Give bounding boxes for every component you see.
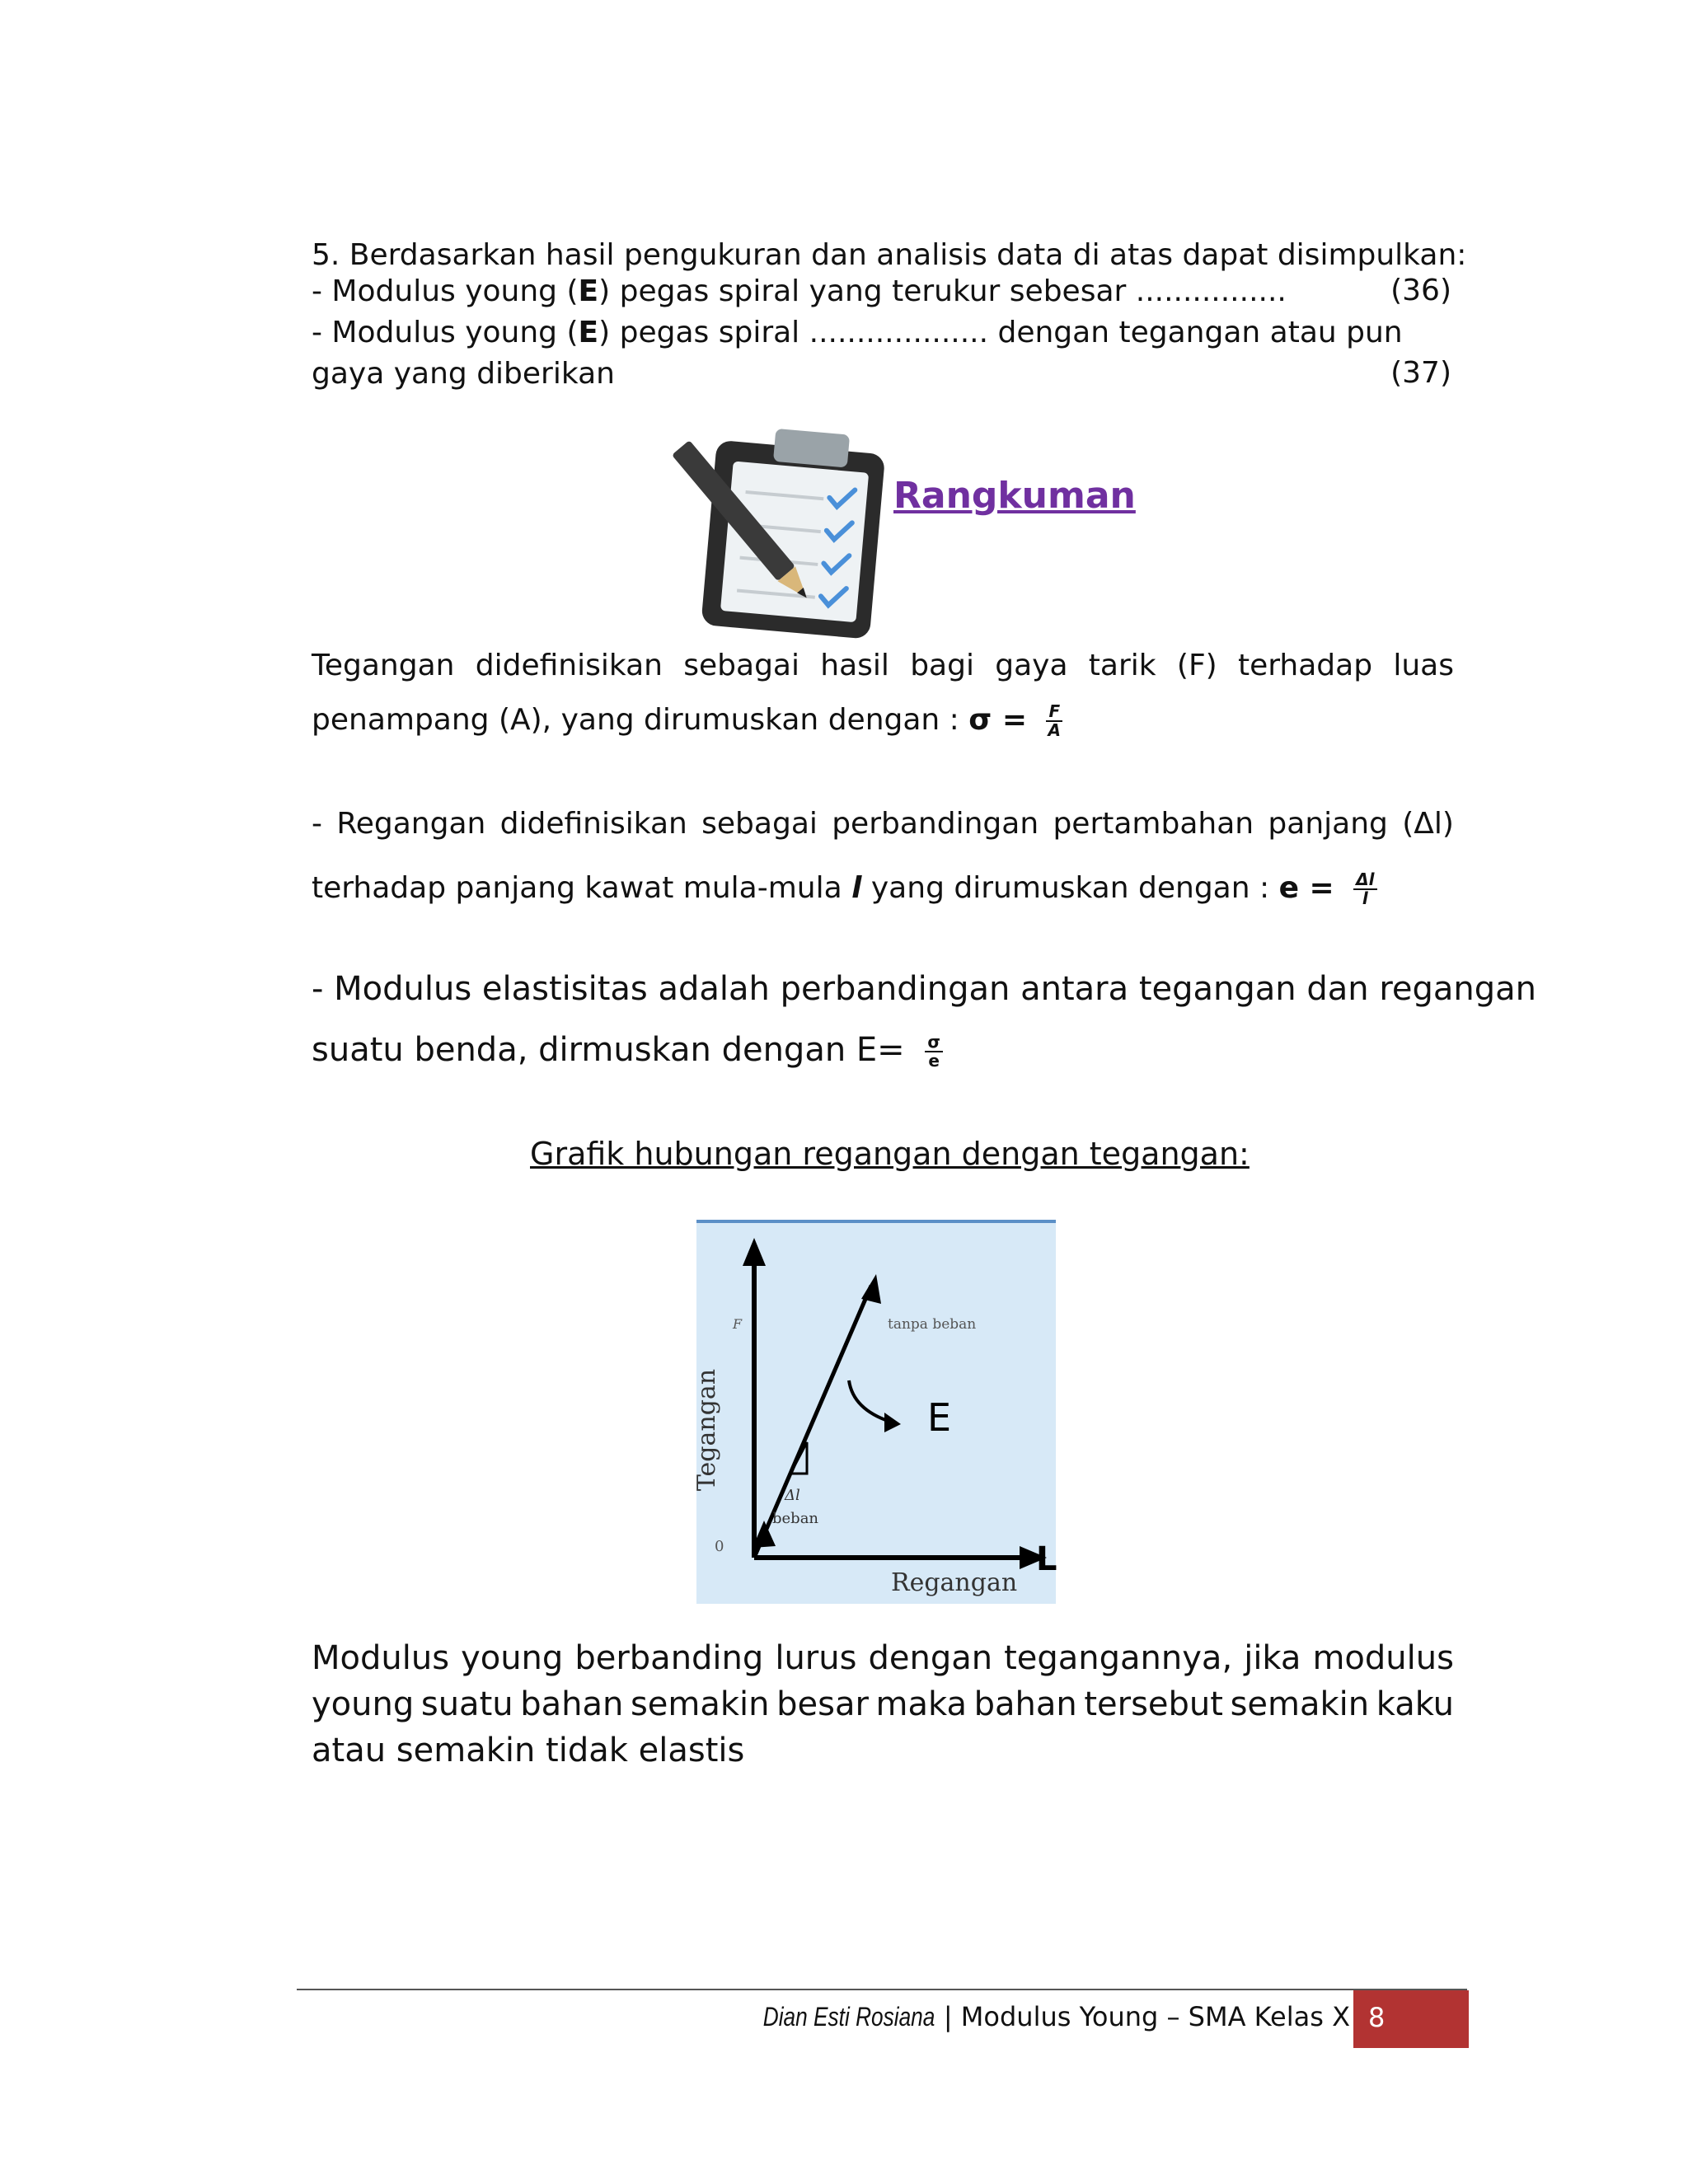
footer-separator: | <box>935 2001 961 2032</box>
word: didefinisikan <box>499 807 687 841</box>
summary-p3-line-2 <box>312 1030 943 1070</box>
word: bahan <box>520 1685 624 1723</box>
p2-text-b: yang dirumuskan dengan : <box>861 871 1279 905</box>
sigma-symbol: σ = <box>968 703 1027 737</box>
word: modulus <box>1312 1639 1454 1677</box>
q5-line-3-symbol: E <box>578 316 599 349</box>
p1-text: penampang (A), yang dirumuskan dengan : <box>312 703 969 737</box>
fraction-denominator: l <box>1362 888 1368 908</box>
label-axis-end: L <box>1036 1540 1057 1578</box>
word: kaku <box>1376 1685 1454 1723</box>
q5-line-3-end: ) pegas spiral ................... dengan tegangan atau pun <box>598 316 1403 349</box>
word: tersebut <box>1084 1685 1223 1723</box>
word: lurus <box>775 1639 857 1677</box>
q5-line-4: gaya yang diberikan <box>312 357 615 391</box>
word: bagi <box>910 649 974 682</box>
word: jika <box>1244 1639 1301 1677</box>
q5-number-37: (37) <box>1390 356 1451 390</box>
summary-p1-line-2 <box>312 702 1062 739</box>
conclusion-line-1 <box>312 1638 1454 1678</box>
word: dengan <box>868 1639 993 1677</box>
q5-number-36: (36) <box>1390 274 1451 307</box>
fraction-f-over-a <box>1046 703 1062 739</box>
footer <box>725 2001 1350 2032</box>
word: tegangannya, <box>1004 1639 1233 1677</box>
length-symbol: l <box>851 871 862 905</box>
e-symbol: e = <box>1278 871 1334 905</box>
word: perbandingan <box>832 807 1039 841</box>
word: hasil <box>820 649 889 682</box>
word: berbanding <box>574 1639 764 1677</box>
conclusion-line-3: atau semakin tidak elastis <box>312 1732 745 1769</box>
graph-title: Grafik hubungan regangan dengan tegangan: <box>530 1136 1250 1172</box>
footer-divider <box>297 1989 1467 1990</box>
word: - <box>312 807 322 841</box>
word: Regangan <box>336 807 486 841</box>
summary-p2-line-1 <box>312 806 1454 841</box>
word: suatu <box>420 1685 513 1723</box>
word: didefinisikan <box>475 649 663 682</box>
word: maka <box>875 1685 967 1723</box>
page-number-box <box>1353 1990 1469 2048</box>
word: sebagai <box>683 649 799 682</box>
word: semakin <box>1230 1685 1370 1723</box>
fraction-numerator: σ <box>925 1033 943 1052</box>
q5-line-2-symbol: E <box>578 274 599 308</box>
footer-title: Modulus Young – SMA Kelas X <box>960 2001 1350 2032</box>
word: pertambahan <box>1053 807 1254 841</box>
word: terhadap <box>1237 649 1373 682</box>
fraction-sigma-over-e <box>925 1033 943 1070</box>
fraction-numerator: Δl <box>1353 871 1376 890</box>
q5-line-3-start: - Modulus young ( <box>312 316 579 349</box>
word: bahan <box>973 1685 1077 1723</box>
q5-line-1: 5. Berdasarkan hasil pengukuran dan analisis data di atas dapat disimpulkan: <box>312 238 1467 272</box>
q5-line-3 <box>312 315 1403 350</box>
x-axis-label: Regangan <box>891 1568 1018 1597</box>
word: gaya <box>995 649 1068 682</box>
word: young <box>312 1685 415 1723</box>
p3-text: suatu benda, dirmuskan dengan E= <box>312 1031 916 1069</box>
label-beban: beban <box>772 1510 819 1527</box>
conclusion-line-2 <box>312 1685 1454 1724</box>
fraction-denominator: e <box>928 1051 940 1071</box>
word: Modulus <box>312 1639 450 1677</box>
label-delta-l: Δl <box>785 1487 800 1504</box>
label-f: F <box>733 1316 743 1332</box>
word: besar <box>776 1685 869 1723</box>
label-e: E <box>927 1395 952 1440</box>
fraction-numerator: F <box>1046 703 1062 722</box>
label-zero: 0 <box>715 1538 724 1555</box>
summary-heading[interactable]: Rangkuman <box>893 475 1136 517</box>
q5-line-2-start: - Modulus young ( <box>312 274 579 308</box>
label-tanpa-beban: tanpa beban <box>888 1316 977 1333</box>
word: panjang <box>1268 807 1388 841</box>
fraction-denominator: A <box>1048 720 1062 740</box>
word: Tegangan <box>312 649 455 682</box>
word: luas <box>1393 649 1454 682</box>
q5-line-2 <box>312 274 1287 309</box>
q5-line-2-end: ) pegas spiral yang terukur sebesar ................ <box>598 274 1287 308</box>
p2-text-a: terhadap panjang kawat mula-mula <box>312 871 852 905</box>
summary-p1-line-1 <box>312 648 1454 683</box>
word: young <box>461 1639 564 1677</box>
clipboard-checklist-icon <box>676 405 898 640</box>
word: (Δl) <box>1402 807 1454 841</box>
word: sebagai <box>701 807 818 841</box>
y-axis-label: Tegangan <box>692 1368 721 1492</box>
footer-author: Dian Esti Rosiana <box>763 2002 935 2032</box>
summary-p2-line-2 <box>312 870 1377 907</box>
word: (F) <box>1176 649 1217 682</box>
word: semakin <box>630 1685 770 1723</box>
word: tarik <box>1088 649 1156 682</box>
fraction-dl-over-l <box>1353 871 1376 907</box>
summary-p3-line-1: - Modulus elastisitas adalah perbandingan antara tegangan dan regangan <box>312 970 1536 1008</box>
page-number: 8 <box>1368 2002 1386 2033</box>
stress-strain-graph <box>692 1220 1057 1604</box>
